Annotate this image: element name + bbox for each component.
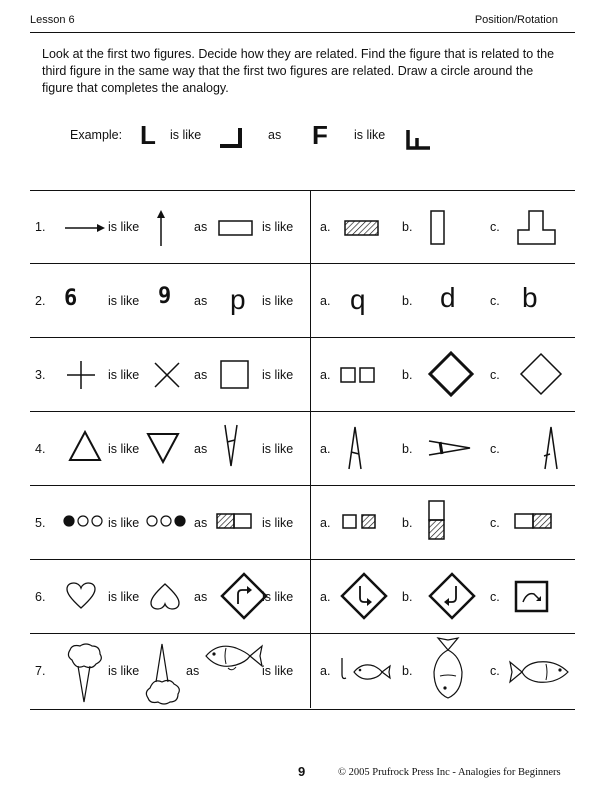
is-like-text: is like [262, 516, 294, 530]
option-c-square-curve-arrow-sign[interactable] [514, 580, 550, 614]
filled-first-circles-figure [63, 514, 105, 528]
option-a-two-small-squares[interactable] [340, 367, 376, 383]
as-text: as [194, 442, 208, 456]
example-letter-f: F [312, 120, 328, 150]
option-b-label[interactable]: b. [402, 516, 413, 530]
analogy-row-5 [30, 486, 575, 560]
analogy-row-4 [30, 412, 575, 486]
triangle-up-figure [68, 430, 102, 462]
analogy-row-6 [30, 560, 575, 634]
option-a-label[interactable]: a. [320, 220, 331, 234]
option-a-thin-a-figure[interactable] [346, 426, 364, 470]
option-b-label[interactable]: b. [402, 220, 413, 234]
is-like-text: is like [262, 664, 294, 678]
option-c-label[interactable]: c. [490, 294, 500, 308]
option-c-label[interactable]: c. [490, 220, 500, 234]
is-like-text: is like [262, 220, 294, 234]
option-b-diamond-turn-left-sign[interactable] [428, 572, 476, 620]
as-text: as [194, 294, 208, 308]
row-number: 6. [35, 590, 46, 604]
example-as: as [268, 128, 282, 142]
is-like-text: is like [108, 220, 140, 234]
upside-down-heart-figure [150, 582, 180, 610]
option-a-label[interactable]: a. [320, 368, 331, 382]
as-text: as [194, 590, 208, 604]
plus-sign-figure [66, 360, 96, 390]
row-number: 7. [35, 664, 46, 678]
as-text: as [186, 664, 200, 678]
option-c-hatched-right-rectangle[interactable] [514, 513, 554, 529]
is-like-text: is like [262, 590, 294, 604]
option-b-label[interactable]: b. [402, 442, 413, 456]
option-b-label[interactable]: b. [402, 294, 413, 308]
example-is-like-1: is like [170, 128, 202, 142]
option-b-letter-d[interactable]: d [440, 282, 456, 313]
option-a-hatched-rectangle[interactable] [344, 220, 380, 236]
thin-inverted-a-figure [222, 424, 240, 468]
lesson-label: Lesson 6 [30, 14, 75, 26]
tree-upside-down-figure [142, 642, 182, 706]
is-like-text: is like [262, 368, 294, 382]
option-b-label[interactable]: b. [402, 664, 413, 678]
option-b-fish-facing-down[interactable] [430, 636, 466, 702]
option-a-label[interactable]: a. [320, 590, 331, 604]
horizontal-rectangle-figure [218, 220, 254, 236]
is-like-text: is like [108, 294, 140, 308]
option-a-label[interactable]: a. [320, 516, 331, 530]
as-text: as [194, 516, 208, 530]
option-c-label[interactable]: c. [490, 590, 500, 604]
analogy-row-1 [30, 190, 575, 264]
topic-label: Position/Rotation [474, 14, 558, 26]
tree-upright-figure [64, 642, 104, 704]
option-c-label[interactable]: c. [490, 442, 500, 456]
page-number: 9 [298, 764, 306, 779]
digit-nine-figure: 9 [158, 284, 172, 309]
option-c-inverted-t-figure[interactable] [517, 210, 557, 246]
diamond-turn-right-sign-figure [220, 572, 268, 620]
square-figure [220, 360, 250, 390]
row-number: 3. [35, 368, 46, 382]
option-b-label[interactable]: b. [402, 590, 413, 604]
is-like-text: is like [108, 368, 140, 382]
right-arrow-figure [65, 220, 105, 236]
option-a-square-pair-figure[interactable] [342, 514, 378, 530]
option-a-label[interactable]: a. [320, 664, 331, 678]
option-b-vertical-rectangle[interactable] [430, 210, 446, 246]
option-b-bold-diamond[interactable] [428, 351, 474, 397]
option-b-label[interactable]: b. [402, 368, 413, 382]
row-number: 2. [35, 294, 46, 308]
option-a-label[interactable]: a. [320, 442, 331, 456]
option-c-label[interactable]: c. [490, 516, 500, 530]
is-like-text: is like [108, 442, 140, 456]
copyright-notice: © 2005 Prufrock Press Inc - Analogies for Beginners [338, 767, 561, 778]
is-like-text: is like [262, 294, 294, 308]
filled-last-circles-figure [146, 514, 188, 528]
example-is-like-2: is like [354, 128, 386, 142]
example-letter-l: L [140, 120, 156, 150]
triangle-down-figure [146, 432, 180, 464]
heart-figure [66, 582, 96, 610]
is-like-text: is like [108, 664, 140, 678]
option-c-fish-facing-right[interactable] [508, 654, 572, 690]
is-like-text: is like [262, 442, 294, 456]
option-c-label[interactable]: c. [490, 664, 500, 678]
as-text: as [194, 368, 208, 382]
option-c-label[interactable]: c. [490, 368, 500, 382]
row-number: 5. [35, 516, 46, 530]
example-rotated-f-figure [406, 128, 432, 150]
option-a-fish-with-hook[interactable] [336, 654, 392, 686]
analogy-row-2 [30, 264, 575, 338]
is-like-text: is like [108, 590, 140, 604]
is-like-text: is like [108, 516, 140, 530]
example-label: Example: [70, 128, 123, 142]
analogy-row-7 [30, 634, 575, 708]
option-a-diamond-turn-down-sign[interactable] [340, 572, 388, 620]
as-text: as [194, 220, 208, 234]
option-a-label[interactable]: a. [320, 294, 331, 308]
header-rule [30, 32, 575, 33]
instructions-text: Look at the first two figures. Decide how they are related. Find the figure that is related to the third figure in the same way that the first two figures are related. Draw a circle around the figure that completes the analogy. [42, 47, 555, 95]
up-arrow-figure [155, 210, 167, 246]
option-c-thin-a-figure[interactable] [542, 426, 560, 470]
x-sign-figure [154, 362, 180, 388]
option-b-vertical-split-rectangle[interactable] [428, 500, 446, 542]
option-a-letter-q[interactable]: q [350, 284, 366, 315]
analogy-row-3 [30, 338, 575, 412]
letter-p-figure: p [230, 284, 246, 315]
hatched-left-rectangle-figure [216, 513, 254, 529]
row-number: 1. [35, 220, 46, 234]
option-c-letter-b[interactable]: b [522, 282, 538, 313]
digit-six-figure: 6 [64, 286, 78, 311]
fish-facing-left-figure [202, 638, 264, 674]
example-rotated-l-figure [218, 126, 244, 148]
option-c-diamond[interactable] [520, 353, 562, 395]
row-number: 4. [35, 442, 46, 456]
option-b-sideways-a-figure[interactable] [428, 438, 472, 458]
